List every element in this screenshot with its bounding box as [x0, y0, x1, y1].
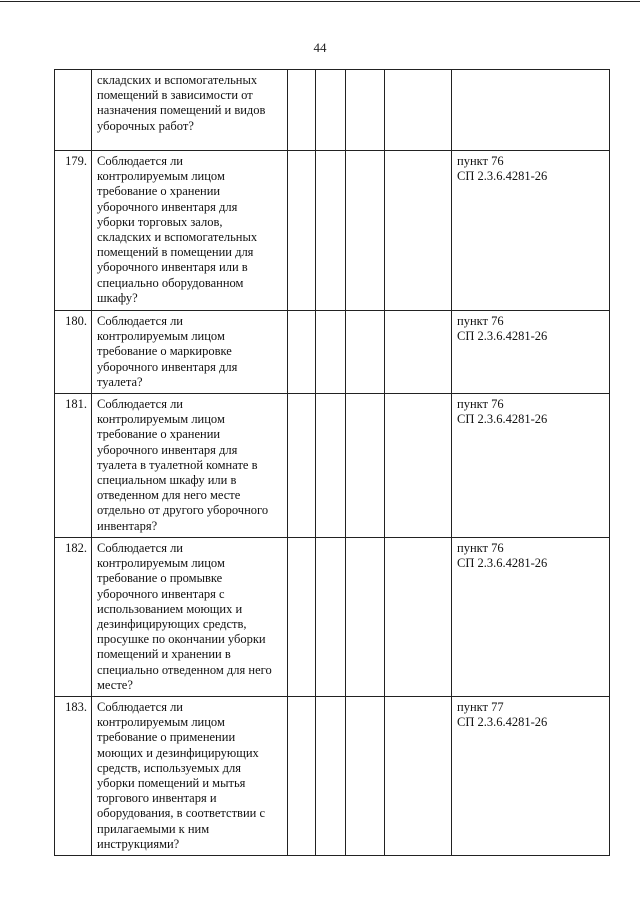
answer-na-cell — [346, 538, 385, 697]
row-number: 180. — [55, 311, 92, 394]
row-number: 182. — [55, 538, 92, 697]
answer-na-cell — [346, 151, 385, 311]
notes-cell — [385, 394, 452, 538]
reference-text: пункт 76 СП 2.3.6.4281-26 — [452, 311, 610, 394]
question-text: Соблюдается ли контролируемым лицом требование о маркировке уборочного инвентаря для туалета? — [92, 311, 288, 394]
answer-na-cell — [346, 394, 385, 538]
reference-text — [452, 70, 610, 151]
row-number: 181. — [55, 394, 92, 538]
answer-no-cell — [316, 538, 346, 697]
answer-na-cell — [346, 311, 385, 394]
answer-yes-cell — [288, 70, 316, 151]
table-row — [55, 394, 610, 538]
table-row — [55, 151, 610, 311]
answer-yes-cell — [288, 311, 316, 394]
checklist-table — [54, 69, 610, 856]
notes-cell — [385, 311, 452, 394]
row-number: 179. — [55, 151, 92, 311]
row-number: 183. — [55, 697, 92, 856]
question-text: складских и вспомогательных помещений в зависимости от назначения помещений и видов уборочных работ? — [92, 70, 288, 151]
answer-na-cell — [346, 697, 385, 856]
table-row — [55, 311, 610, 394]
answer-yes-cell — [288, 697, 316, 856]
page-number: 44 — [313, 40, 327, 55]
question-text: Соблюдается ли контролируемым лицом требование о промывке уборочного инвентаря с использованием моющих и дезинфицирующих средств, просушке по окончании уборки помещений и хранении в специально отведенном для него месте? — [92, 538, 288, 697]
reference-text: пункт 77 СП 2.3.6.4281-26 — [452, 697, 610, 856]
table-row — [55, 70, 610, 151]
notes-cell — [385, 538, 452, 697]
answer-no-cell — [316, 70, 346, 151]
question-text: Соблюдается ли контролируемым лицом требование о хранении уборочного инвентаря для уборки торговых залов, складских и вспомогательных помещений в помещении для уборочного инвентаря или в специально оборудованном шкафу? — [92, 151, 288, 311]
table-row — [55, 538, 610, 697]
answer-no-cell — [316, 394, 346, 538]
answer-no-cell — [316, 311, 346, 394]
answer-yes-cell — [288, 394, 316, 538]
answer-no-cell — [316, 697, 346, 856]
table-row — [55, 697, 610, 856]
answer-no-cell — [316, 151, 346, 311]
answer-na-cell — [346, 70, 385, 151]
top-border-line — [0, 1, 640, 2]
question-text: Соблюдается ли контролируемым лицом требование о применении моющих и дезинфицирующих средств, используемых для уборки помещений и мытья торгового инвентаря и оборудования, в соответствии с прилагаемыми к ним инструкциями? — [92, 697, 288, 856]
question-text: Соблюдается ли контролируемым лицом требование о хранении уборочного инвентаря для туалета в туалетной комнате в специальном шкафу или в отведенном для него месте отдельно от другого уборочного инвентаря? — [92, 394, 288, 538]
notes-cell — [385, 151, 452, 311]
notes-cell — [385, 70, 452, 151]
answer-yes-cell — [288, 151, 316, 311]
reference-text: пункт 76 СП 2.3.6.4281-26 — [452, 394, 610, 538]
answer-yes-cell — [288, 538, 316, 697]
reference-text: пункт 76 СП 2.3.6.4281-26 — [452, 151, 610, 311]
row-number — [55, 70, 92, 151]
reference-text: пункт 76 СП 2.3.6.4281-26 — [452, 538, 610, 697]
notes-cell — [385, 697, 452, 856]
